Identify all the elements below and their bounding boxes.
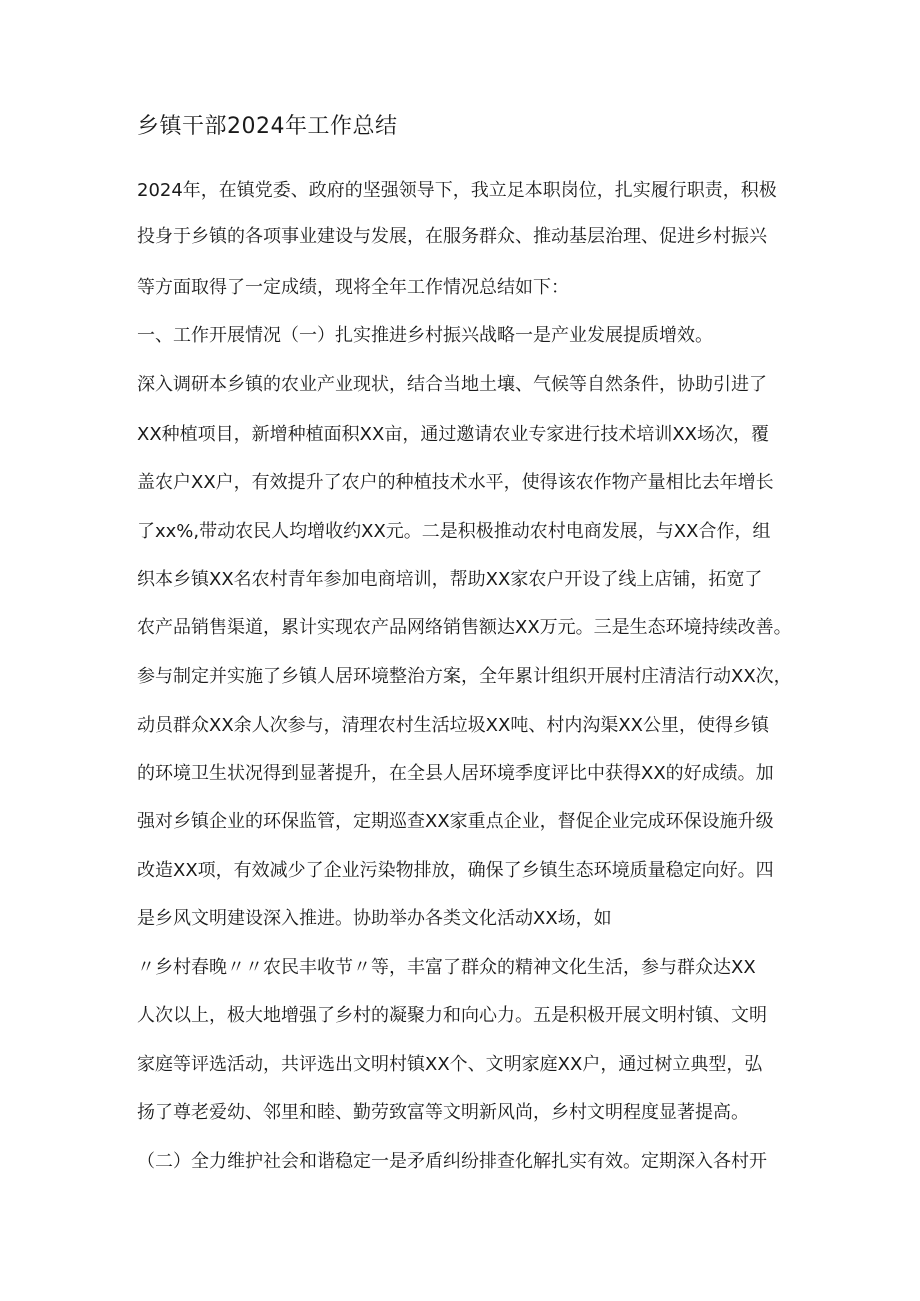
text-line-10: 农产品销售渠道，累计实现农产品网络销售额达XX万元。三是生态环境持续改善。 xyxy=(137,617,792,638)
text-line-3: 等方面取得了一定成绩，现将全年工作情况总结如下： xyxy=(137,277,569,298)
text-line-1: 2024年，在镇党委、政府的坚强领导下，我立足本职岗位，扎实履行职责，积极 xyxy=(137,180,777,201)
text-line-20: 扬了尊老爱幼、邻里和睦、勤劳致富等文明新风尚，乡村文明程度显著提高。 xyxy=(137,1102,749,1123)
text-line-18: 人次以上，极大地增强了乡村的凝聚力和向心力。五是积极开展文明村镇、文明 xyxy=(137,1005,767,1026)
text-line-17: 〃乡村春晚〃〃农民丰收节〃等，丰富了群众的精神文化生活，参与群众达XX xyxy=(137,957,756,978)
text-line-11: 参与制定并实施了乡镇人居环境整治方案，全年累计组织开展村庄清洁行动XX次， xyxy=(137,666,792,687)
section-heading-1: 一、工作开展情况（一）扎实推进乡村振兴战略一是产业发展提质增效。 xyxy=(137,325,713,346)
text-line-7: 盖农户XX户，有效提升了农户的种植技术水平，使得该农作物产量相比去年增长 xyxy=(137,472,774,493)
text-line-2: 投身于乡镇的各项事业建设与发展，在服务群众、推动基层治理、促进乡村振兴 xyxy=(137,226,767,247)
text-line-9: 织本乡镇XX名农村青年参加电商培训，帮助XX家农户开设了线上店铺，拓宽了 xyxy=(137,569,763,590)
section-heading-2: （二）全力维护社会和谐稳定一是矛盾纠纷排查化解扎实有效。定期深入各村开 xyxy=(137,1151,767,1172)
text-line-13: 的环境卫生状况得到显著提升，在全县人居环境季度评比中获得XX的好成绩。加 xyxy=(137,763,774,784)
text-line-6: XX种植项目，新增种植面积XX亩，通过邀请农业专家进行技术培训XX场次，覆 xyxy=(137,424,769,445)
text-line-8: 了xx%,带动农民人均增收约XX元。二是积极推动农村电商发展，与XX合作，组 xyxy=(137,521,771,542)
document-title: 乡镇干部2024年工作总结 xyxy=(137,114,398,139)
text-line-15: 改造XX项，有效减少了企业污染物排放，确保了乡镇生态环境质量稳定向好。四 xyxy=(137,860,774,881)
text-line-19: 家庭等评选活动，共评选出文明村镇XX个、文明家庭XX户，通过树立典型，弘 xyxy=(137,1054,763,1075)
text-line-5: 深入调研本乡镇的农业产业现状，结合当地土壤、气候等自然条件，协助引进了 xyxy=(137,374,767,395)
text-line-14: 强对乡镇企业的环保监管，定期巡查XX家重点企业，督促企业完成环保设施升级 xyxy=(137,811,774,832)
text-line-16: 是乡风文明建设深入推进。协助举办各类文化活动XX场，如 xyxy=(137,908,612,929)
text-line-12: 动员群众XX余人次参与，清理农村生活垃圾XX吨、村内沟渠XX公里，使得乡镇 xyxy=(137,715,769,736)
